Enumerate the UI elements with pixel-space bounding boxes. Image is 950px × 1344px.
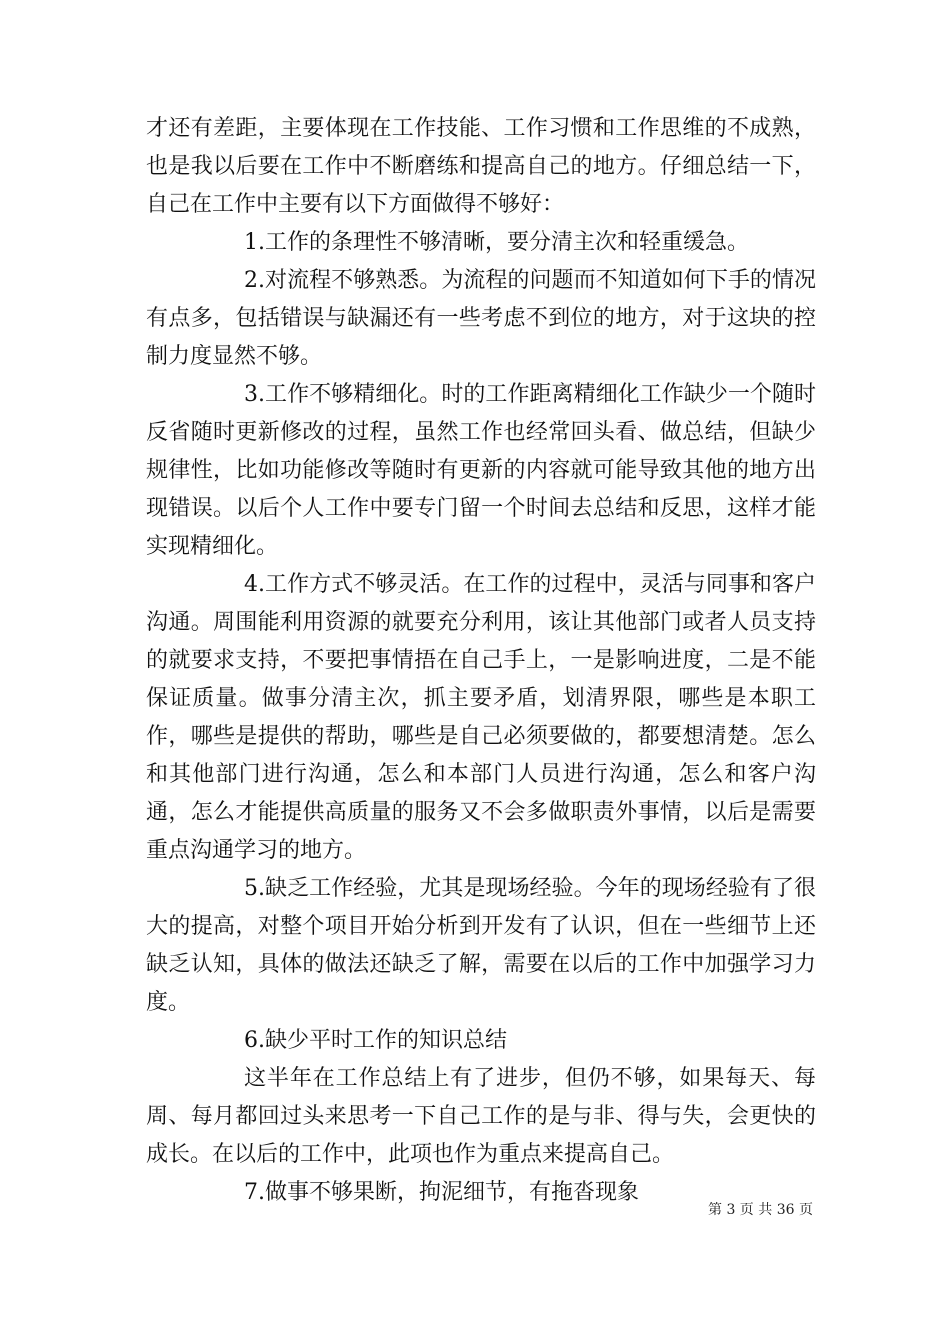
paragraph-item-4: 4.工作方式不够灵活。在工作的过程中，灵活与同事和客户沟通。周围能利用资源的就要充分利用，该让其他部门或者人员支持的就要求支持，不要把事情捂在自己手上，一是影响进度，二是不能保证质量。做事分清主次，抓主要矛盾，划清界限，哪些是本职工作，哪些是提供的帮助，哪些是自己必须要做的，都要想清楚。怎么和其他部门进行沟通，怎么和本部门人员进行沟通，怎么和客户沟通，怎么才能提供高质量的服务又不会多做职责外事情，以后是需要重点沟通学习的地方。: [146, 572, 816, 863]
paragraph-item-6: 6.缺少平时工作的知识总结: [244, 1028, 507, 1053]
paragraph-item-5: 5.缺乏工作经验，尤其是现场经验。今年的现场经验有了很大的提高，对整个项目开始分析到开发有了认识，但在一些细节上还缺乏认知，具体的做法还缺乏了解，需要在以后的工作中加强学习力度。: [146, 876, 816, 1015]
paragraph-intro: 才还有差距，主要体现在工作技能、工作习惯和工作思维的不成熟，也是我以后要在工作中不断磨练和提高自己的地方。仔细总结一下，自己在工作中主要有以下方面做得不够好：: [146, 116, 816, 217]
paragraph-item-1: 1.工作的条理性不够清晰，要分清主次和轻重缓急。: [244, 230, 749, 255]
paragraph-item-6-detail: 这半年在工作总结上有了进步，但仍不够，如果每天、每周、每月都回过头来思考一下自己工作的是与非、得与失，会更快的成长。在以后的工作中，此项也作为重点来提高自己。: [146, 1066, 816, 1167]
paragraph-item-2: 2.对流程不够熟悉。为流程的问题而不知道如何下手的情况有点多，包括错误与缺漏还有一些考虑不到位的地方，对于这块的控制力度显然不够。: [146, 268, 816, 369]
paragraph-item-7: 7.做事不够果断，拘泥细节，有拖沓现象: [244, 1180, 639, 1205]
page-number-footer: 第 3 页 共 36 页: [708, 1202, 813, 1218]
document-body: [146, 110, 816, 1212]
paragraph-item-3: 3.工作不够精细化。时的工作距离精细化工作缺少一个随时反省随时更新修改的过程，虽然工作也经常回头看、做总结，但缺少规律性，比如功能修改等随时有更新的内容就可能导致其他的地方出现错误。以后个人工作中要专门留一个时间去总结和反思，这样才能实现精细化。: [146, 382, 816, 559]
